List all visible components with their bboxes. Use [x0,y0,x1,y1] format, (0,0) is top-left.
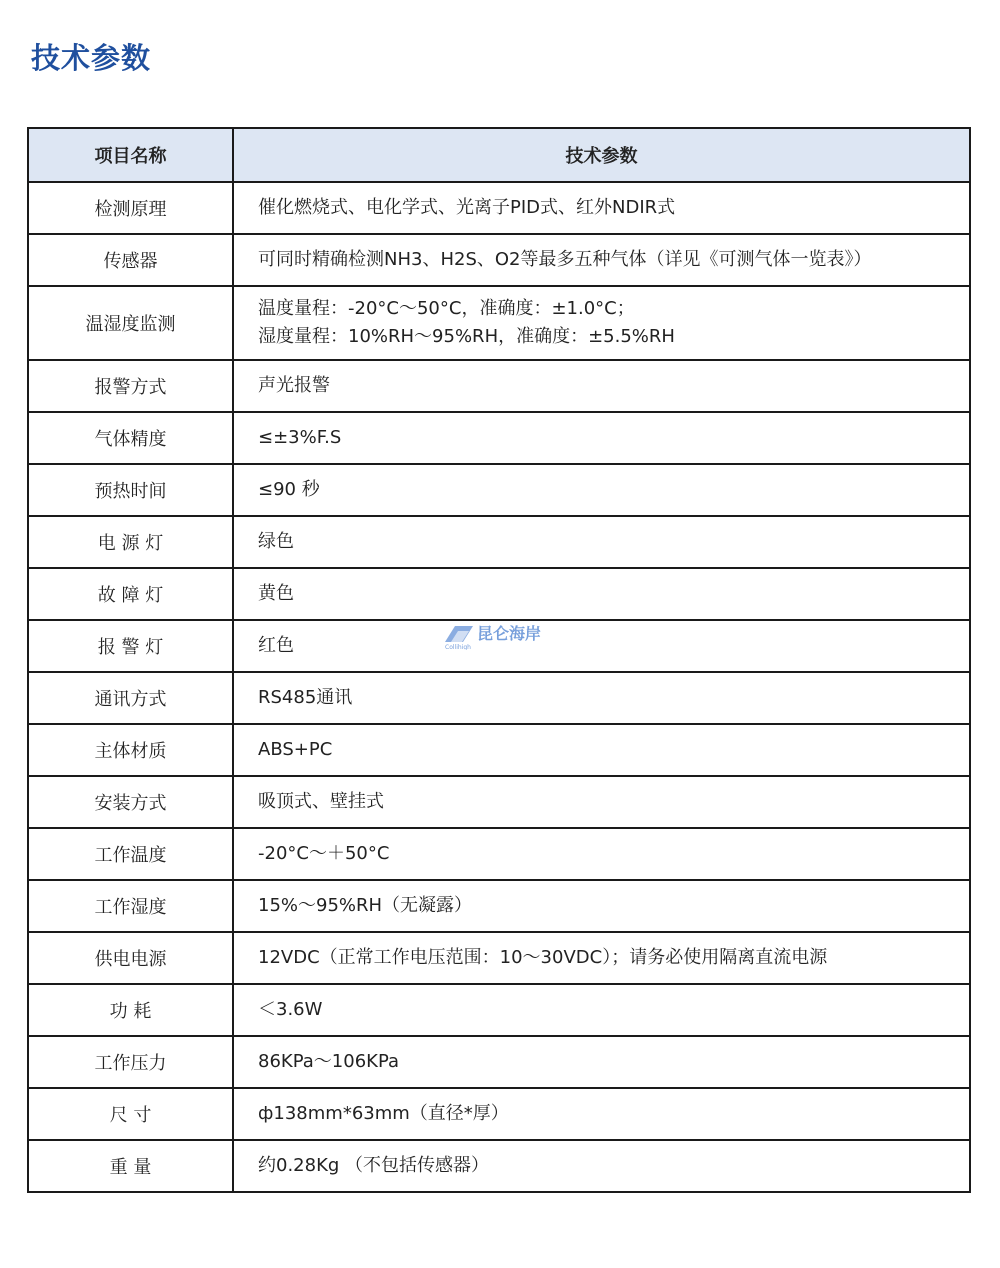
row-label: 通讯方式 [28,672,233,724]
value-line: 可同时精确检测NH3、H2S、O2等最多五种气体（详见《可测气体一览表》） [258,249,872,270]
watermark-text: 昆仑海岸 [477,624,542,643]
table-row [28,286,970,360]
value-line: 声光报警 [258,375,330,396]
row-value [233,932,970,984]
table-row [28,724,970,776]
value-line: ＜3.6W [258,999,323,1020]
table-row [28,234,970,286]
row-label: 传感器 [28,234,233,286]
watermark-logo [443,622,558,650]
row-label: 工作压力 [28,1036,233,1088]
row-label: 安装方式 [28,776,233,828]
table-row [28,880,970,932]
value-line: ABS+PC [258,739,333,760]
value-line: 15%～95%RH（无凝露） [258,895,473,916]
table-row [28,776,970,828]
watermark-subtext: Collihigh [445,644,471,650]
value-line: 温度量程：-20°C～50°C，准确度：±1.0°C； [258,298,635,319]
row-value [233,1036,970,1088]
row-value [233,620,970,672]
table-row [28,1140,970,1192]
value-line: RS485通讯 [258,687,353,708]
value-line: 黄色 [258,583,294,604]
row-label: 工作湿度 [28,880,233,932]
row-label: 温湿度监测 [28,286,233,360]
table-row [28,182,970,234]
row-value [233,412,970,464]
row-label: 主体材质 [28,724,233,776]
row-label: 报警方式 [28,360,233,412]
row-value [233,360,970,412]
value-line: 86KPa～106KPa [258,1051,400,1072]
row-label: 气体精度 [28,412,233,464]
table-row [28,360,970,412]
value-line: ф138mm*63mm（直径*厚） [258,1103,509,1124]
row-label: 工作温度 [28,828,233,880]
row-label: 功 耗 [28,984,233,1036]
row-value [233,672,970,724]
row-label: 预热时间 [28,464,233,516]
row-value [233,984,970,1036]
table-row [28,1036,970,1088]
table-row [28,412,970,464]
row-value [233,516,970,568]
row-value [233,182,970,234]
row-value [233,880,970,932]
row-value [233,286,970,360]
value-line: 红色 [258,635,294,656]
value-line: 催化燃烧式、电化学式、光离子PID式、红外NDIR式 [258,197,676,218]
value-line: 绿色 [258,531,294,552]
value-line: 12VDC（正常工作电压范围：10～30VDC）；请务必使用隔离直流电源 [258,947,828,968]
table-row [28,516,970,568]
value-line: 约0.28Kg （不包括传感器） [258,1155,490,1176]
spec-table [27,127,971,1193]
table-row [28,672,970,724]
row-label: 供电电源 [28,932,233,984]
table-header-row [28,128,970,182]
row-value [233,776,970,828]
header-spec-value: 技术参数 [233,128,970,182]
table-row [28,568,970,620]
table-row [28,828,970,880]
row-label: 故 障 灯 [28,568,233,620]
row-value [233,1140,970,1192]
header-item-name: 项目名称 [28,128,233,182]
row-value [233,828,970,880]
table-row [28,464,970,516]
row-label: 检测原理 [28,182,233,234]
table-row [28,932,970,984]
row-value [233,568,970,620]
row-value [233,724,970,776]
value-line: 吸顶式、壁挂式 [258,791,384,812]
row-value [233,1088,970,1140]
row-value [233,464,970,516]
table-row [28,1088,970,1140]
row-label: 尺 寸 [28,1088,233,1140]
row-value [233,234,970,286]
table-row [28,984,970,1036]
value-line: ≤90 秒 [258,479,320,500]
row-label: 报 警 灯 [28,620,233,672]
value-line: 湿度量程：10%RH～95%RH，准确度：±5.5%RH [258,326,675,347]
row-label: 重 量 [28,1140,233,1192]
row-label: 电 源 灯 [28,516,233,568]
value-line: ≤±3%F.S [258,427,342,448]
page-title: 技术参数 [31,41,152,75]
value-line: -20°C～＋50°C [258,843,390,864]
